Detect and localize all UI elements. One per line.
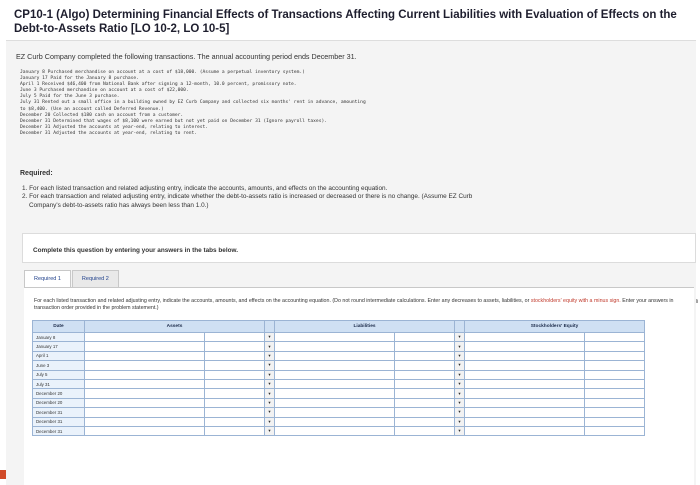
assets-account-dropdown[interactable]: [85, 333, 205, 342]
liabilities-dropdown-arrow-icon[interactable]: ▾: [455, 389, 465, 398]
assets-account-dropdown[interactable]: [85, 379, 205, 388]
liabilities-amount-input[interactable]: [395, 426, 455, 435]
table-body: [33, 333, 645, 436]
transaction-line: January 8 Purchased merchandise on account at a cost of $18,000. (Assume a perpetual inventory system.): [20, 70, 305, 75]
equity-account-dropdown[interactable]: [465, 398, 585, 407]
tab-instructions-warning: stockholders' equity with a minus sign.: [530, 298, 621, 304]
transaction-line: January 17 Paid for the January 8 purchase.: [20, 76, 139, 82]
table-row: [33, 408, 645, 417]
assets-dropdown-arrow-icon[interactable]: ▾: [265, 408, 275, 417]
table-header-row: [33, 321, 645, 333]
equity-amount-input[interactable]: [585, 370, 645, 379]
liabilities-dropdown-arrow-icon[interactable]: ▾: [455, 398, 465, 407]
equity-amount-input[interactable]: [585, 426, 645, 435]
equity-account-dropdown[interactable]: [465, 333, 585, 342]
table-row: [33, 389, 645, 398]
assets-amount-input[interactable]: [205, 370, 265, 379]
liabilities-account-dropdown[interactable]: [275, 408, 395, 417]
liabilities-account-dropdown[interactable]: [275, 417, 395, 426]
liabilities-dropdown-arrow-icon[interactable]: ▾: [455, 408, 465, 417]
table-row: [33, 379, 645, 388]
liabilities-account-dropdown[interactable]: [275, 398, 395, 407]
equity-amount-input[interactable]: [585, 408, 645, 417]
liabilities-account-dropdown[interactable]: [275, 361, 395, 370]
assets-amount-input[interactable]: [205, 379, 265, 388]
equity-amount-input[interactable]: [585, 389, 645, 398]
clipped-text: li: [695, 299, 698, 305]
equity-account-dropdown[interactable]: [465, 361, 585, 370]
assets-dropdown-arrow-icon[interactable]: ▾: [265, 398, 275, 407]
assets-account-dropdown[interactable]: [85, 370, 205, 379]
assets-dropdown-arrow-icon[interactable]: ▾: [265, 351, 275, 360]
liabilities-amount-input[interactable]: [395, 333, 455, 342]
assets-amount-input[interactable]: [205, 389, 265, 398]
equity-account-dropdown[interactable]: [465, 370, 585, 379]
equity-amount-input[interactable]: [585, 417, 645, 426]
assets-dropdown-arrow-icon[interactable]: ▾: [265, 342, 275, 351]
liabilities-amount-input[interactable]: [395, 398, 455, 407]
assets-dropdown-arrow-icon[interactable]: ▾: [265, 333, 275, 342]
table-row: [33, 351, 645, 360]
tab-required-1[interactable]: Required 1: [24, 270, 71, 287]
liabilities-account-dropdown[interactable]: [275, 379, 395, 388]
table-row: [33, 398, 645, 407]
table-row: [33, 417, 645, 426]
liabilities-account-dropdown[interactable]: [275, 333, 395, 342]
transaction-list: [20, 70, 560, 137]
liabilities-dropdown-arrow-icon[interactable]: ▾: [455, 426, 465, 435]
equity-account-dropdown[interactable]: [465, 379, 585, 388]
assets-amount-input[interactable]: [205, 408, 265, 417]
header-spacer: [265, 321, 275, 333]
transaction-line: to $8,400. (Use an account called Deferred Revenue.): [20, 106, 164, 112]
assets-dropdown-arrow-icon[interactable]: ▾: [265, 417, 275, 426]
assets-account-dropdown[interactable]: [85, 342, 205, 351]
transaction-line: December 20 Collected $180 cash on account from a customer.: [20, 112, 184, 118]
date-cell: April 1: [33, 351, 85, 360]
equity-amount-input[interactable]: [585, 351, 645, 360]
header-date: Date: [33, 321, 85, 333]
liabilities-amount-input[interactable]: [395, 417, 455, 426]
assets-amount-input[interactable]: [205, 351, 265, 360]
equity-amount-input[interactable]: [585, 398, 645, 407]
date-cell: December 20: [33, 389, 85, 398]
liabilities-amount-input[interactable]: [395, 370, 455, 379]
liabilities-account-dropdown[interactable]: [275, 351, 395, 360]
table-row: [33, 342, 645, 351]
date-cell: December 31: [33, 417, 85, 426]
tab-required-2[interactable]: Required 2: [72, 270, 119, 287]
date-cell: December 20: [33, 398, 85, 407]
transaction-line: July 5 Paid for the June 3 purchase.: [20, 94, 120, 100]
equity-amount-input[interactable]: [585, 342, 645, 351]
transaction-line: July 31 Rented out a small office in a building owned by EZ Curb Company and collected six months' rent in advance, amounting: [20, 100, 366, 106]
equity-account-dropdown[interactable]: [465, 351, 585, 360]
liabilities-dropdown-arrow-icon[interactable]: ▾: [455, 370, 465, 379]
equity-account-dropdown[interactable]: [465, 417, 585, 426]
equity-account-dropdown[interactable]: [465, 342, 585, 351]
liabilities-dropdown-arrow-icon[interactable]: ▾: [455, 351, 465, 360]
equity-amount-input[interactable]: [585, 379, 645, 388]
assets-account-dropdown[interactable]: [85, 426, 205, 435]
header-stockholders-equity: Stockholders' Equity: [465, 321, 645, 333]
assets-dropdown-arrow-icon[interactable]: ▾: [265, 370, 275, 379]
equity-account-dropdown[interactable]: [465, 408, 585, 417]
equity-amount-input[interactable]: [585, 333, 645, 342]
liabilities-account-dropdown[interactable]: [275, 389, 395, 398]
liabilities-dropdown-arrow-icon[interactable]: ▾: [455, 342, 465, 351]
header-spacer: [455, 321, 465, 333]
instruction-box: Complete this question by entering your answers in the tabs below.: [22, 233, 696, 263]
transaction-line: December 31 Adjusted the accounts at year-end, relating to interest.: [20, 124, 209, 130]
table-row: [33, 333, 645, 342]
page-title: CP10-1 (Algo) Determining Financial Effects of Transactions Affecting Current Liabilities with Evaluation of Effects on the Debt-to-Assets Ratio [LO 10-2, LO 10-5]: [14, 9, 677, 35]
answer-tabs: [24, 270, 120, 287]
assets-account-dropdown[interactable]: [85, 408, 205, 417]
equity-account-dropdown[interactable]: [465, 389, 585, 398]
assets-account-dropdown[interactable]: [85, 417, 205, 426]
transaction-line: April 1 Received $46,400 from National Bank after signing a 12-month, 10.0 percent, promissory note.: [20, 82, 297, 88]
date-cell: July 31: [33, 379, 85, 388]
liabilities-account-dropdown[interactable]: [275, 370, 395, 379]
assets-amount-input[interactable]: [205, 342, 265, 351]
header-assets: Assets: [85, 321, 265, 333]
table-row: [33, 426, 645, 435]
tab-panel-required-1: [24, 287, 694, 485]
assets-account-dropdown[interactable]: [85, 389, 205, 398]
side-marker: [0, 470, 6, 479]
date-cell: December 31: [33, 426, 85, 435]
accounting-equation-table: [32, 320, 645, 436]
liabilities-dropdown-arrow-icon[interactable]: ▾: [455, 333, 465, 342]
transaction-line: December 31 Determined that wages of $8,100 were earned but not yet paid on December 31 (Ignore payroll taxes).: [20, 118, 327, 124]
header-liabilities: Liabilities: [275, 321, 455, 333]
liabilities-dropdown-arrow-icon[interactable]: ▾: [455, 361, 465, 370]
assets-amount-input[interactable]: [205, 417, 265, 426]
equity-amount-input[interactable]: [585, 361, 645, 370]
assets-account-dropdown[interactable]: [85, 398, 205, 407]
transaction-line: June 3 Purchased merchandise on account at a cost of $22,000.: [20, 88, 189, 94]
table-row: [33, 370, 645, 379]
date-cell: January 8: [33, 333, 85, 342]
date-cell: June 3: [33, 361, 85, 370]
liabilities-amount-input[interactable]: [395, 361, 455, 370]
assets-dropdown-arrow-icon[interactable]: ▾: [265, 426, 275, 435]
tab-instructions-rest: Enter your answers in transaction order provided in the problem statement.): [34, 298, 674, 311]
assets-amount-input[interactable]: [205, 398, 265, 407]
required-item-1: 1. For each listed transaction and related adjusting entry, indicate the accounts, amounts, and effects on the accounting equation.: [22, 185, 388, 192]
liabilities-amount-input[interactable]: [395, 379, 455, 388]
liabilities-dropdown-arrow-icon[interactable]: ▾: [455, 417, 465, 426]
liabilities-account-dropdown[interactable]: [275, 426, 395, 435]
required-item-2: 2. For each transaction and related adjusting entry, indicate whether the debt-to-assets ratio is increased or decreased or there is no change. (Assume EZ Curb Company's debt-to-assets ratio has always been less than 1.0.): [22, 193, 473, 209]
assets-account-dropdown[interactable]: [85, 361, 205, 370]
liabilities-amount-input[interactable]: [395, 408, 455, 417]
tab-instructions-main: For each listed transaction and related adjusting entry, indicate the accounts, amounts, and effects on the accounting equation. (Do not round intermediate calculations. Enter any decreases to assets, liabilities, or: [34, 298, 530, 304]
equity-account-dropdown[interactable]: [465, 426, 585, 435]
required-heading: Required:: [20, 170, 53, 177]
problem-intro: EZ Curb Company completed the following transactions. The annual accounting period ends December 31.: [16, 52, 357, 61]
table-row: [33, 361, 645, 370]
liabilities-dropdown-arrow-icon[interactable]: ▾: [455, 379, 465, 388]
date-cell: December 31: [33, 408, 85, 417]
assets-dropdown-arrow-icon[interactable]: ▾: [265, 379, 275, 388]
tab-instructions: [34, 298, 694, 312]
liabilities-amount-input[interactable]: [395, 389, 455, 398]
assets-dropdown-arrow-icon[interactable]: ▾: [265, 361, 275, 370]
liabilities-account-dropdown[interactable]: [275, 342, 395, 351]
transaction-line: December 31 Adjusted the accounts at year-end, relating to rent.: [20, 130, 198, 136]
assets-account-dropdown[interactable]: [85, 351, 205, 360]
assets-amount-input[interactable]: [205, 426, 265, 435]
date-cell: July 5: [33, 370, 85, 379]
liabilities-amount-input[interactable]: [395, 342, 455, 351]
date-cell: January 17: [33, 342, 85, 351]
required-list: [22, 185, 502, 210]
liabilities-amount-input[interactable]: [395, 351, 455, 360]
assets-amount-input[interactable]: [205, 333, 265, 342]
assets-dropdown-arrow-icon[interactable]: ▾: [265, 389, 275, 398]
assets-amount-input[interactable]: [205, 361, 265, 370]
